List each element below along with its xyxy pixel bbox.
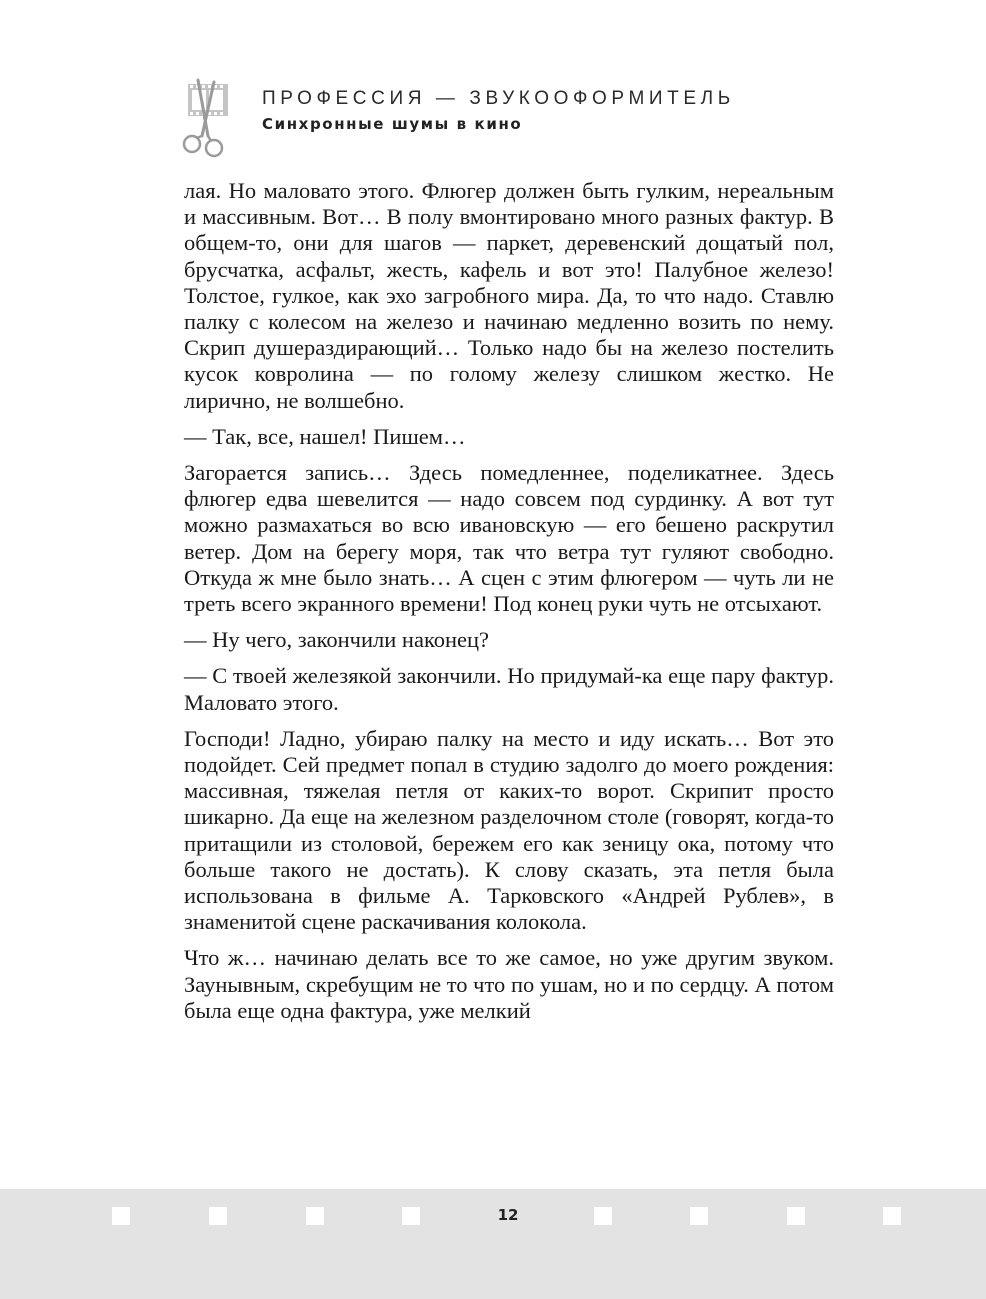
paragraph: лая. Но маловато этого. Флюгер должен быть гулким, нереальным и массивным. Вот… В полу вмонтировано много разных фактур. В общем-то, они для шагов — паркет, деревенский дощатый пол, брусчатка, асфальт, жесть, кафель и вот это! Палубное железо! Толстое, гулкое, как эхо загробного мира. Да, то что надо. Ставлю палку с колесом на железо и начинаю медленно возить по нему. Скрип душераздирающий… Только надо бы на железо постелить кусок ковролина — по голому железу слишком жестко. Не лирично, не волшебно. [184,178,834,413]
paragraph: Загорается запись… Здесь помедленнее, поделикатнее. Здесь флюгер едва шевелится — надо совсем под сурдинку. А вот тут можно размахаться во всю ивановскую — его бешено раскрутил ветер. Дом на берегу моря, так что ветра тут гуляют свободно. Откуда ж мне было знать… А сцен с этим флюгером — чуть ли не треть всего экранного времени! Под конец руки чуть не отсыхают. [184,460,834,617]
film-perforation [209,1207,227,1225]
running-subtitle: Синхронные шумы в кино [262,115,523,133]
paragraph: Господи! Ладно, убираю палку на место и иду искать… Вот это подойдет. Сей предмет попал в студию задолго до моего рождения: массивная, тяжелая петля от каких-то ворот. Скрипит просто шикарно. Да еще на железном разделочном столе (говорят, когда-то притащили из столовой, бережем его как зеницу ока, потому что больше такого не достать). К слову сказать, эта петля была использована в фильме А. Тарковского «Андрей Рублев», в знаменитой сцене раскачивания колокола. [184,725,834,935]
film-perforation [787,1207,805,1225]
running-title: ПРОФЕССИЯ — ЗВУКООФОРМИТЕЛЬ [262,88,735,109]
film-perforation [112,1207,130,1225]
dialogue-line: — Ну чего, закончили наконец? [184,627,490,653]
film-perforation [690,1207,708,1225]
film-perforation [883,1207,901,1225]
paragraph: Что ж… начинаю делать все то же самое, но уже другим звуком. Заунывным, скребущим не то что по ушам, но и по сердцу. А потом была еще одна фактура, уже мелкий [184,945,834,1023]
film-perforation [594,1207,612,1225]
body-text [184,178,834,1034]
dialogue-line: — Так, все, нашел! Пишем… [184,423,466,449]
film-scissors-icon [178,78,230,162]
film-perforation [402,1207,420,1225]
page-number: 12 [497,1206,519,1224]
dialogue-line: — С твоей железякой закончили. Но придумай-ка еще пару фактур. Маловато этого. [184,663,834,715]
film-perforation [306,1207,324,1225]
